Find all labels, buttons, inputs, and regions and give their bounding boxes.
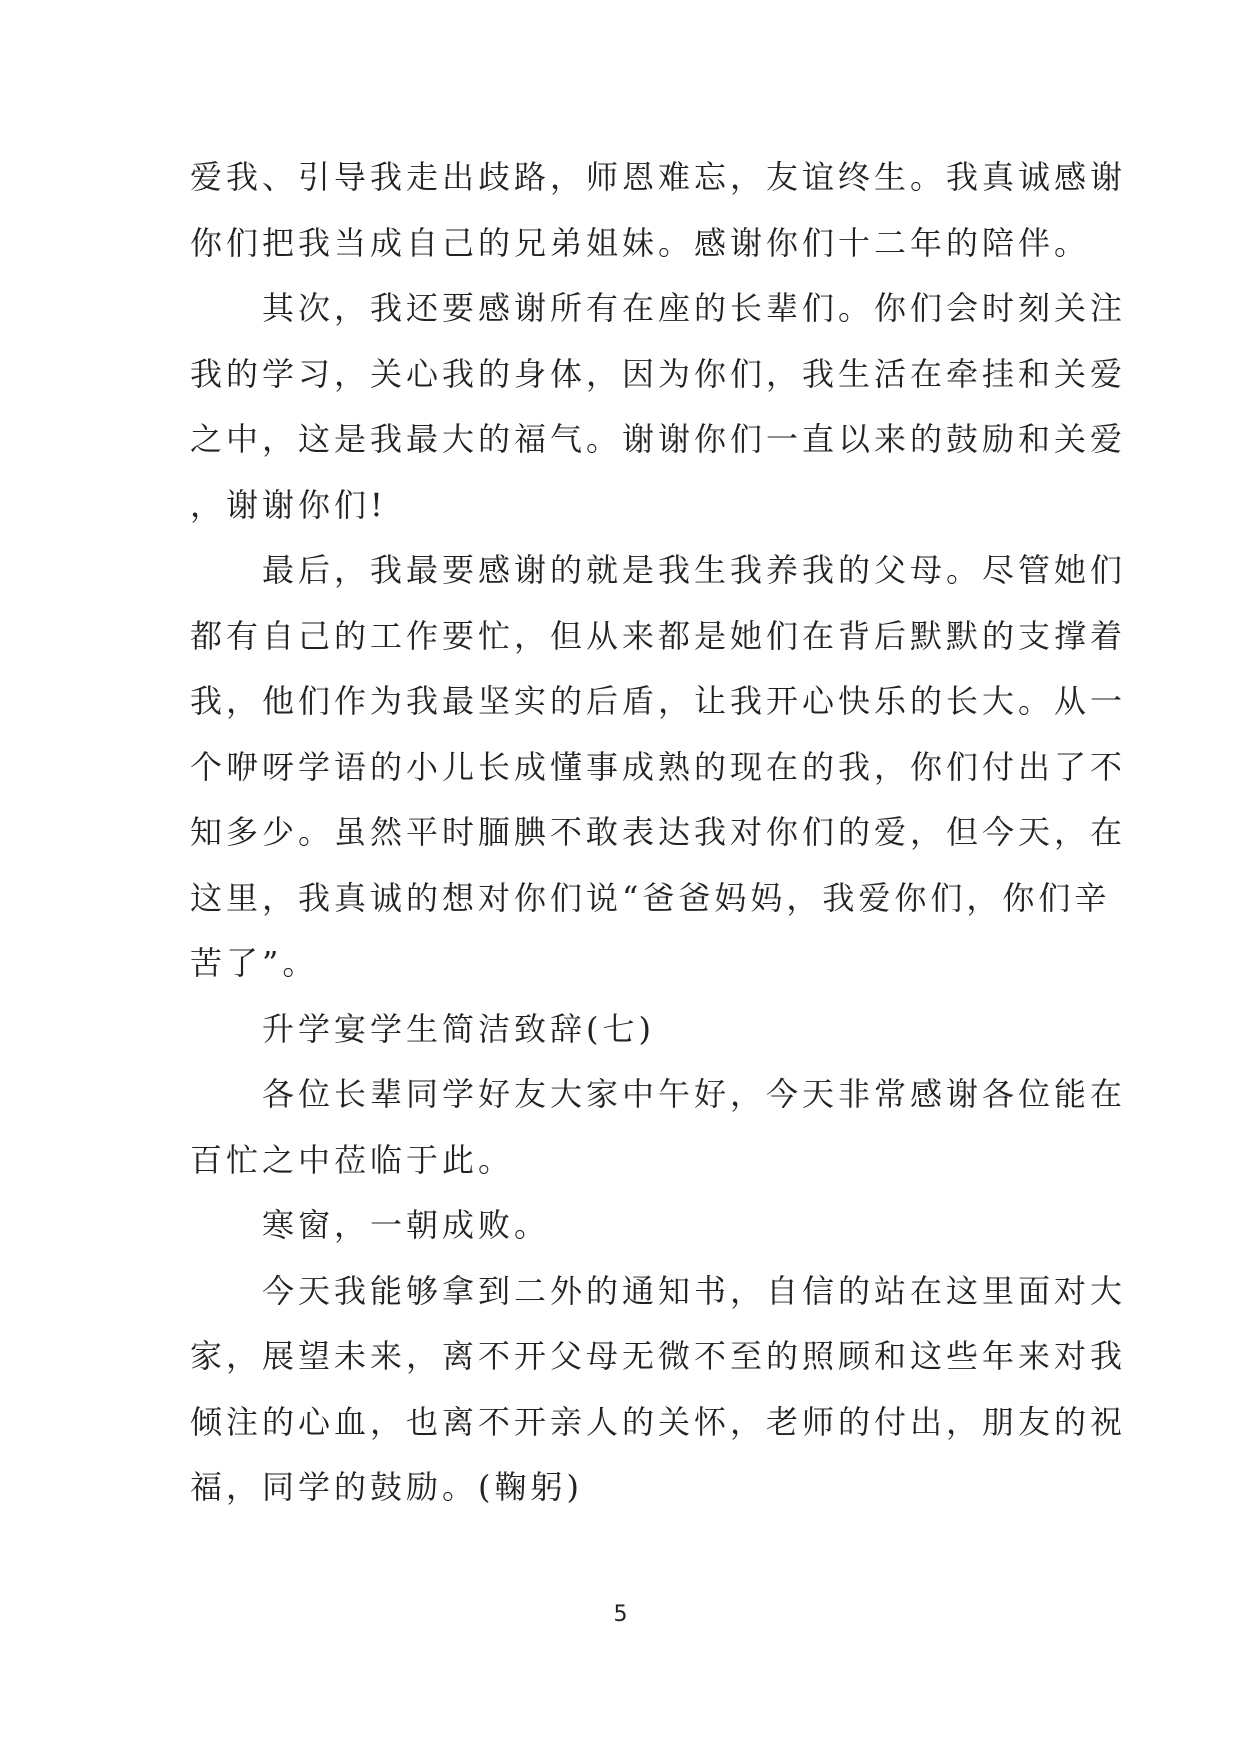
text-line: 倾注的心血，也离不开亲人的关怀，老师的付出，朋友的祝	[190, 1402, 1127, 1441]
text-line: 我的学习，关心我的身体，因为你们，我生活在牵挂和关爱	[190, 354, 1127, 393]
text-line: 知多少。虽然平时腼腆不敢表达我对你们的爱，但今天，在	[190, 813, 1127, 851]
document-body	[190, 157, 1127, 1533]
text-line: 这里，我真诚的想对你们说“爸爸妈妈，我爱你们，你们辛	[190, 878, 1111, 917]
text-line: 百忙之中莅临于此。	[190, 1140, 515, 1179]
text-line: 都有自己的工作要忙，但从来都是她们在背后默默的支撑着	[190, 616, 1127, 655]
text-line: 家，展望未来，离不开父母无微不至的照顾和这些年来对我	[190, 1337, 1127, 1375]
text-line: 其次，我还要感谢所有在座的长辈们。你们会时刻关注	[262, 289, 1127, 327]
text-line: 之中，这是我最大的福气。谢谢你们一直以来的鼓励和关爱	[190, 420, 1127, 458]
text-line: 苦了”。	[190, 944, 319, 982]
text-line: 你们把我当成自己的兄弟姐妹。感谢你们十二年的陪伴。	[190, 223, 1091, 262]
page-number: 5	[613, 1602, 628, 1627]
text-line: ，谢谢你们!	[190, 485, 387, 524]
text-line: 爱我、引导我走出歧路，师恩难忘，友谊终生。我真诚感谢	[190, 158, 1127, 196]
text-line: 最后，我最要感谢的就是我生我养我的父母。尽管她们	[262, 551, 1127, 589]
text-line: 个咿呀学语的小儿长成懂事成熟的现在的我，你们付出了不	[190, 747, 1127, 786]
text-line: 各位长辈同学好友大家中午好，今天非常感谢各位能在	[262, 1075, 1127, 1113]
text-line: 寒窗，一朝成败。	[262, 1206, 551, 1244]
text-line: 今天我能够拿到二外的通知书，自信的站在这里面对大	[262, 1271, 1127, 1310]
text-line: 我，他们作为我最坚实的后盾，让我开心快乐的长大。从一	[190, 682, 1127, 720]
text-line: 福，同学的鼓励。(鞠躬)	[190, 1468, 583, 1506]
text-line: 升学宴学生简洁致辞(七)	[262, 1009, 655, 1048]
